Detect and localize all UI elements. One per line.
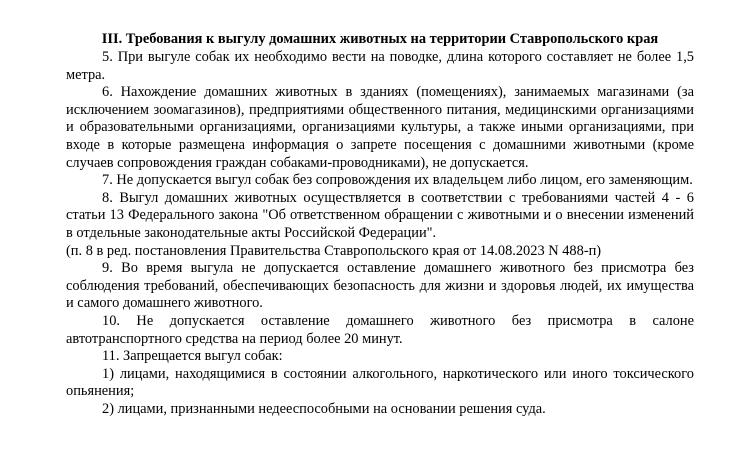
amendment-note: (п. 8 в ред. постановления Правительства Ставропольского края от 14.08.2023 N 488-п) bbox=[66, 242, 602, 259]
paragraph-6: 6. Нахождение домашних животных в зданиях (помещениях), занимаемых магазинами (за исключением зоомагазинов), предприятиями общественного питания, медицинскими организациями и образовательными организациями, организациями культуры, а также иными организациями, при входе в которые размещена информация о запрете посещения с домашними животными (кроме случаев сопровождения граждан собаками-проводниками), не допускается. bbox=[66, 84, 694, 171]
paragraph-11: 11. Запрещается выгул собак: bbox=[102, 348, 283, 365]
paragraph-10: 10. Не допускается оставление домашнего животного без присмотра в салоне автотранспортного средства на период более 20 минут. bbox=[66, 312, 694, 347]
paragraph-11-item-1: 1) лицами, находящимися в состоянии алкогольного, наркотического или иного токсического опьянения; bbox=[66, 365, 694, 400]
paragraph-9: 9. Во время выгула не допускается оставление домашнего животного без присмотра без соблюдения требований, обеспечивающих безопасность для жизни и здоровья людей, их имущества и самого домашнего животного. bbox=[66, 260, 694, 312]
paragraph-7: 7. Не допускается выгул собак без сопровождения их владельцем либо лицом, его заменяющим. bbox=[102, 172, 693, 189]
paragraph-8: 8. Выгул домашних животных осуществляется в соответствии с требованиями частей 4 - 6 статьи 13 Федерального закона "Об ответственном обращении с животными и о внесении изменений в отдельные законодательные акты Российской Федерации". bbox=[66, 189, 694, 241]
section-heading: III. Требования к выгулу домашних животных на территории Ставропольского края bbox=[101, 31, 659, 47]
document-page bbox=[66, 30, 694, 418]
paragraph-5: 5. При выгуле собак их необходимо вести на поводке, длина которого составляет не более 1,5 метра. bbox=[66, 49, 694, 83]
paragraph-11-item-2: 2) лицами, признанными недееспособными на основании решения суда. bbox=[102, 400, 546, 417]
